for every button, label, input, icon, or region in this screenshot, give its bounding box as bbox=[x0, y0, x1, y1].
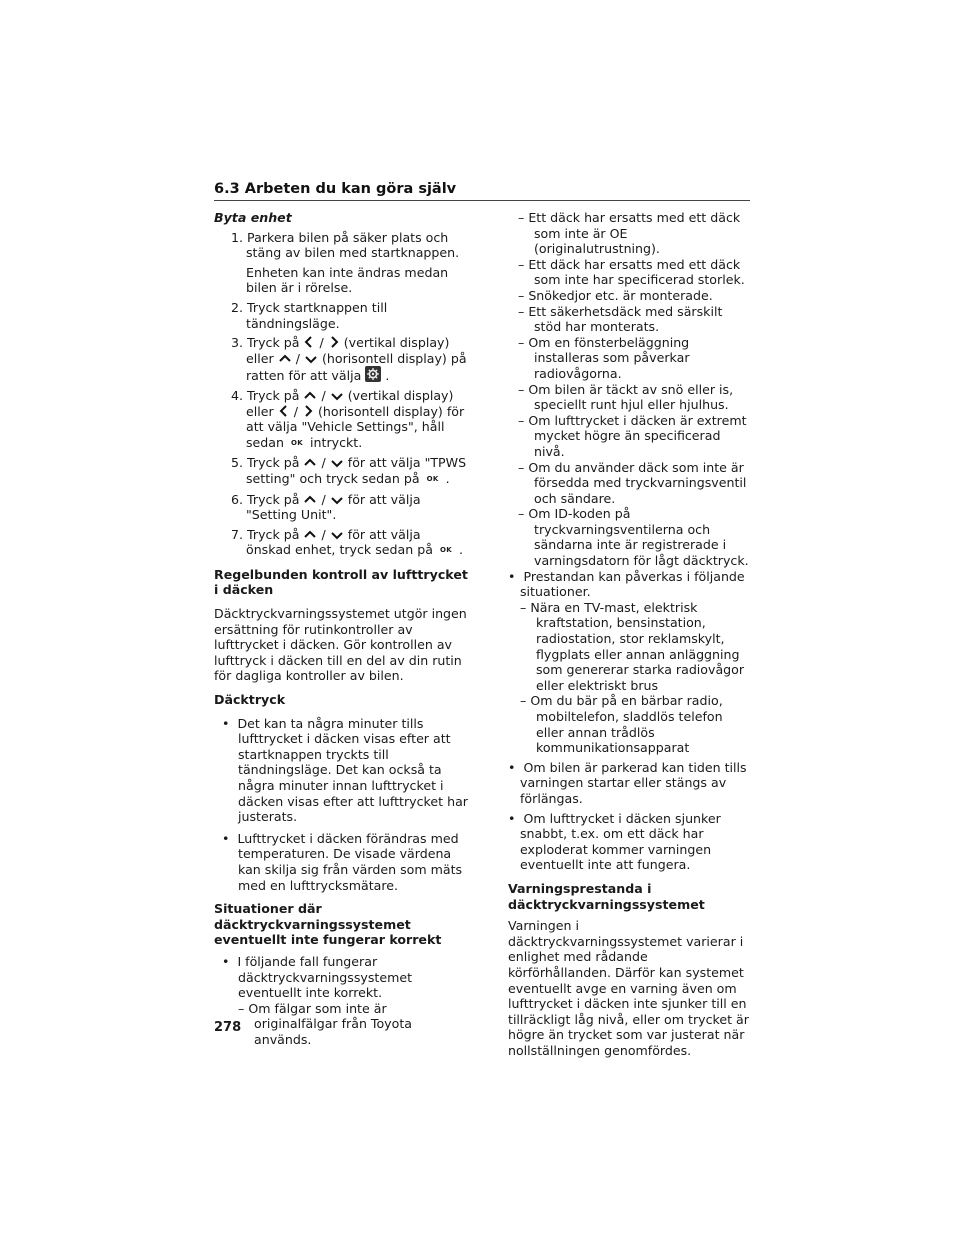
dash-text: Snökedjor etc. är monterade. bbox=[528, 287, 713, 303]
step-number: 2. bbox=[231, 299, 244, 315]
step-number: 5. bbox=[231, 455, 244, 471]
section-title: 6.3 Arbeten du kan göra själv bbox=[214, 181, 457, 197]
step-text: Tryck på bbox=[247, 455, 300, 471]
dash-item bbox=[508, 460, 753, 507]
settings-gear-icon bbox=[365, 366, 381, 382]
dash-item bbox=[508, 288, 753, 304]
chevron-down-icon bbox=[330, 390, 344, 402]
right-column bbox=[508, 210, 753, 1058]
chevron-down-icon bbox=[330, 529, 344, 541]
step-text: (vertikal display) eller bbox=[246, 335, 450, 366]
ok-icon: OK bbox=[439, 546, 452, 555]
dash-marker: – bbox=[518, 287, 525, 303]
dash-item bbox=[508, 600, 753, 694]
slash-separator: / bbox=[295, 350, 300, 366]
step-number: 7. bbox=[231, 526, 244, 542]
varningsprestanda-text: Varningen i däcktryckvarningssystemet varierar i enlighet med rådande körförhållanden. Därför kan systemet eventuellt avge en varning även om lufttrycket i däcken inte sjunker till en tillräckligt låg nivå, eller om trycket är högre än trycket som var justerat när nollställningen genomfördes. bbox=[508, 918, 749, 1058]
regelbunden-text: Däcktryckvarningssystemet utgör ingen ersättning för rutinkontroller av lufttrycket i däcken. Gör kontrollen av lufttryck i däcken till en del av din rutin för dagliga kontroller av bilen. bbox=[214, 606, 467, 684]
dash-marker: – bbox=[520, 693, 527, 709]
bullet-item bbox=[508, 569, 753, 600]
bullet-text: Det kan ta några minuter tills lufttrycket i däcken visas efter att startknappen tryckts till tändningsläge. Det kan också ta några minuter innan lufttrycket i däcken visas efter att lufttrycket har justerats. bbox=[237, 715, 468, 825]
slash-separator: / bbox=[321, 387, 326, 403]
chevron-up-icon bbox=[303, 529, 317, 541]
ok-icon: OK bbox=[291, 438, 304, 447]
step-6 bbox=[214, 492, 469, 523]
step-text: Tryck på bbox=[247, 491, 300, 507]
bullet-text: Om bilen är parkerad kan tiden tills varningen startar eller stängs av förlängas. bbox=[520, 759, 747, 806]
step-5 bbox=[214, 455, 469, 487]
step-7 bbox=[214, 527, 469, 559]
step-number: 4. bbox=[231, 387, 244, 403]
dash-marker: – bbox=[518, 334, 525, 350]
chevron-up-icon bbox=[303, 494, 317, 506]
dash-item bbox=[508, 210, 753, 257]
dash-item bbox=[508, 304, 753, 335]
bullet-marker: • bbox=[508, 810, 516, 826]
step-text: . bbox=[385, 368, 390, 384]
dash-marker: – bbox=[518, 303, 525, 319]
chevron-down-icon bbox=[330, 457, 344, 469]
step-text: intryckt. bbox=[310, 434, 363, 450]
slash-separator: / bbox=[319, 335, 324, 351]
step-2 bbox=[214, 300, 469, 331]
chevron-up-icon bbox=[303, 457, 317, 469]
step-text: för att välja "Setting Unit". bbox=[246, 491, 421, 523]
step-text: Tryck på bbox=[247, 335, 300, 351]
chevron-down-icon bbox=[330, 494, 344, 506]
step-text: (vertikal display) eller bbox=[246, 387, 454, 419]
dash-item bbox=[508, 413, 753, 460]
bullet-text: Prestandan kan påverkas i följande situationer. bbox=[520, 568, 745, 600]
dash-marker: – bbox=[520, 599, 527, 615]
step-1-note: Enheten kan inte ändras medan bilen är i rörelse. bbox=[246, 264, 449, 296]
ok-icon: OK bbox=[426, 474, 439, 483]
step-text: för att välja önskad enhet, tryck sedan på bbox=[246, 526, 433, 558]
bullet-text: Om lufttrycket i däcken sjunker snabbt, t.ex. om ett däck har exploderat kommer varningen eventuellt inte att fungera. bbox=[520, 810, 721, 873]
dash-marker: – bbox=[518, 412, 525, 428]
dash-text: Nära en TV-mast, elektrisk kraftstation, bensinstation, radiostation, stor reklamskylt, flygplats eller annan anläggning som genererar starka radiovågor eller elektriskt brus bbox=[530, 599, 745, 693]
chevron-left-icon bbox=[303, 335, 315, 349]
bullet-item bbox=[508, 811, 753, 873]
chevron-right-icon bbox=[328, 335, 340, 349]
slash-separator: / bbox=[321, 455, 326, 471]
bullet-marker: • bbox=[222, 715, 230, 731]
dash-marker: – bbox=[518, 381, 525, 397]
dash-text: Om du bär på en bärbar radio, mobiltelefon, sladdlös telefon eller annan trådlös kommunikationsapparat bbox=[530, 693, 723, 756]
step-3 bbox=[214, 335, 469, 384]
bullet-item bbox=[214, 831, 469, 893]
bullet-text: I följande fall fungerar däcktryckvarningssystemet eventuellt inte korrekt. bbox=[237, 953, 413, 1001]
header-divider bbox=[214, 200, 750, 201]
step-number: 1. bbox=[231, 229, 244, 245]
step-text: (horisontell display) för att välja "Vehicle Settings", håll sedan bbox=[246, 403, 465, 450]
dash-item bbox=[508, 506, 753, 568]
section-header bbox=[214, 182, 750, 198]
dash-item bbox=[508, 257, 753, 288]
dash-item bbox=[214, 1001, 469, 1048]
dash-item bbox=[508, 693, 753, 755]
dash-marker: – bbox=[238, 1000, 245, 1016]
step-text: (horisontell display) på ratten för att välja bbox=[246, 350, 467, 384]
dash-text: Ett säkerhetsdäck med särskilt stöd har monterats. bbox=[528, 303, 723, 335]
step-4 bbox=[214, 388, 469, 451]
step-number: 6. bbox=[231, 491, 244, 507]
dash-marker: – bbox=[518, 459, 525, 475]
bullet-text: Lufttrycket i däcken förändras med temperaturen. De visade värdena kan skilja sig från värden som mäts med en lufttrycksmätare. bbox=[237, 830, 463, 893]
dash-text: Om bilen är täckt av snö eller is, speciellt runt hjul eller hjulhus. bbox=[528, 381, 734, 413]
step-text: Parkera bilen på säker plats och stäng av bilen med startknappen. bbox=[246, 229, 460, 261]
bullet-item bbox=[508, 760, 753, 807]
slash-separator: / bbox=[321, 491, 326, 507]
dash-item bbox=[508, 335, 753, 382]
page-number: 278 bbox=[214, 1020, 242, 1035]
chevron-up-icon bbox=[278, 353, 292, 365]
step-text: . bbox=[458, 542, 463, 558]
slash-separator: / bbox=[321, 526, 326, 542]
slash-separator: / bbox=[293, 403, 298, 419]
bullet-marker: • bbox=[222, 830, 230, 846]
dash-text: Ett däck har ersatts med ett däck som inte har specificerad storlek. bbox=[528, 256, 745, 288]
dash-text: Om ID-koden på tryckvarningsventilerna och sändarna inte är registrerade i varningsdatorn för lågt däcktryck. bbox=[528, 506, 749, 569]
chevron-down-icon bbox=[304, 353, 318, 365]
dash-text: Om fälgar som inte är originalfälgar från Toyota används. bbox=[248, 1000, 412, 1047]
dash-marker: – bbox=[518, 210, 525, 225]
step-number: 3. bbox=[231, 335, 244, 351]
varningsprestanda-heading: Varningsprestanda i däcktryckvarningssystemet bbox=[508, 880, 705, 912]
dash-marker: – bbox=[518, 506, 525, 522]
chevron-left-icon bbox=[278, 404, 290, 418]
dash-text: Om du använder däck som inte är försedda med tryckvarningsventil och sändare. bbox=[528, 459, 747, 506]
bullet-item bbox=[214, 954, 469, 1001]
step-text: Tryck på bbox=[247, 387, 300, 403]
step-text: Tryck startknappen till tändningsläge. bbox=[246, 299, 388, 331]
situationer-heading: Situationer där däcktryckvarningssystemet eventuellt inte fungerar korrekt bbox=[214, 901, 442, 948]
dash-item bbox=[508, 382, 753, 413]
step-text: . bbox=[445, 470, 450, 486]
byta-enhet-heading: Byta enhet bbox=[214, 210, 292, 225]
regelbunden-heading: Regelbunden kontroll av lufttrycket i däcken bbox=[214, 566, 468, 598]
dacktryck-heading: Däcktryck bbox=[214, 692, 286, 708]
dash-text: Om en fönsterbeläggning installeras som påverkar radiovågorna. bbox=[528, 334, 690, 381]
bullet-marker: • bbox=[508, 759, 516, 775]
dash-text: Ett däck har ersatts med ett däck som inte är OE (originalutrustning). bbox=[528, 210, 741, 257]
bullet-marker: • bbox=[222, 953, 230, 969]
bullet-marker: • bbox=[508, 568, 516, 584]
bullet-item bbox=[214, 716, 469, 825]
left-column bbox=[214, 210, 469, 1048]
chevron-right-icon bbox=[302, 404, 314, 418]
dash-marker: – bbox=[518, 256, 525, 272]
step-text: för att välja "TPWS setting" och tryck sedan på bbox=[246, 455, 467, 486]
step-text: Tryck på bbox=[247, 526, 300, 542]
dash-text: Om lufttrycket i däcken är extremt mycket högre än specificerad nivå. bbox=[528, 412, 747, 459]
step-1 bbox=[214, 230, 469, 261]
chevron-up-icon bbox=[303, 390, 317, 402]
